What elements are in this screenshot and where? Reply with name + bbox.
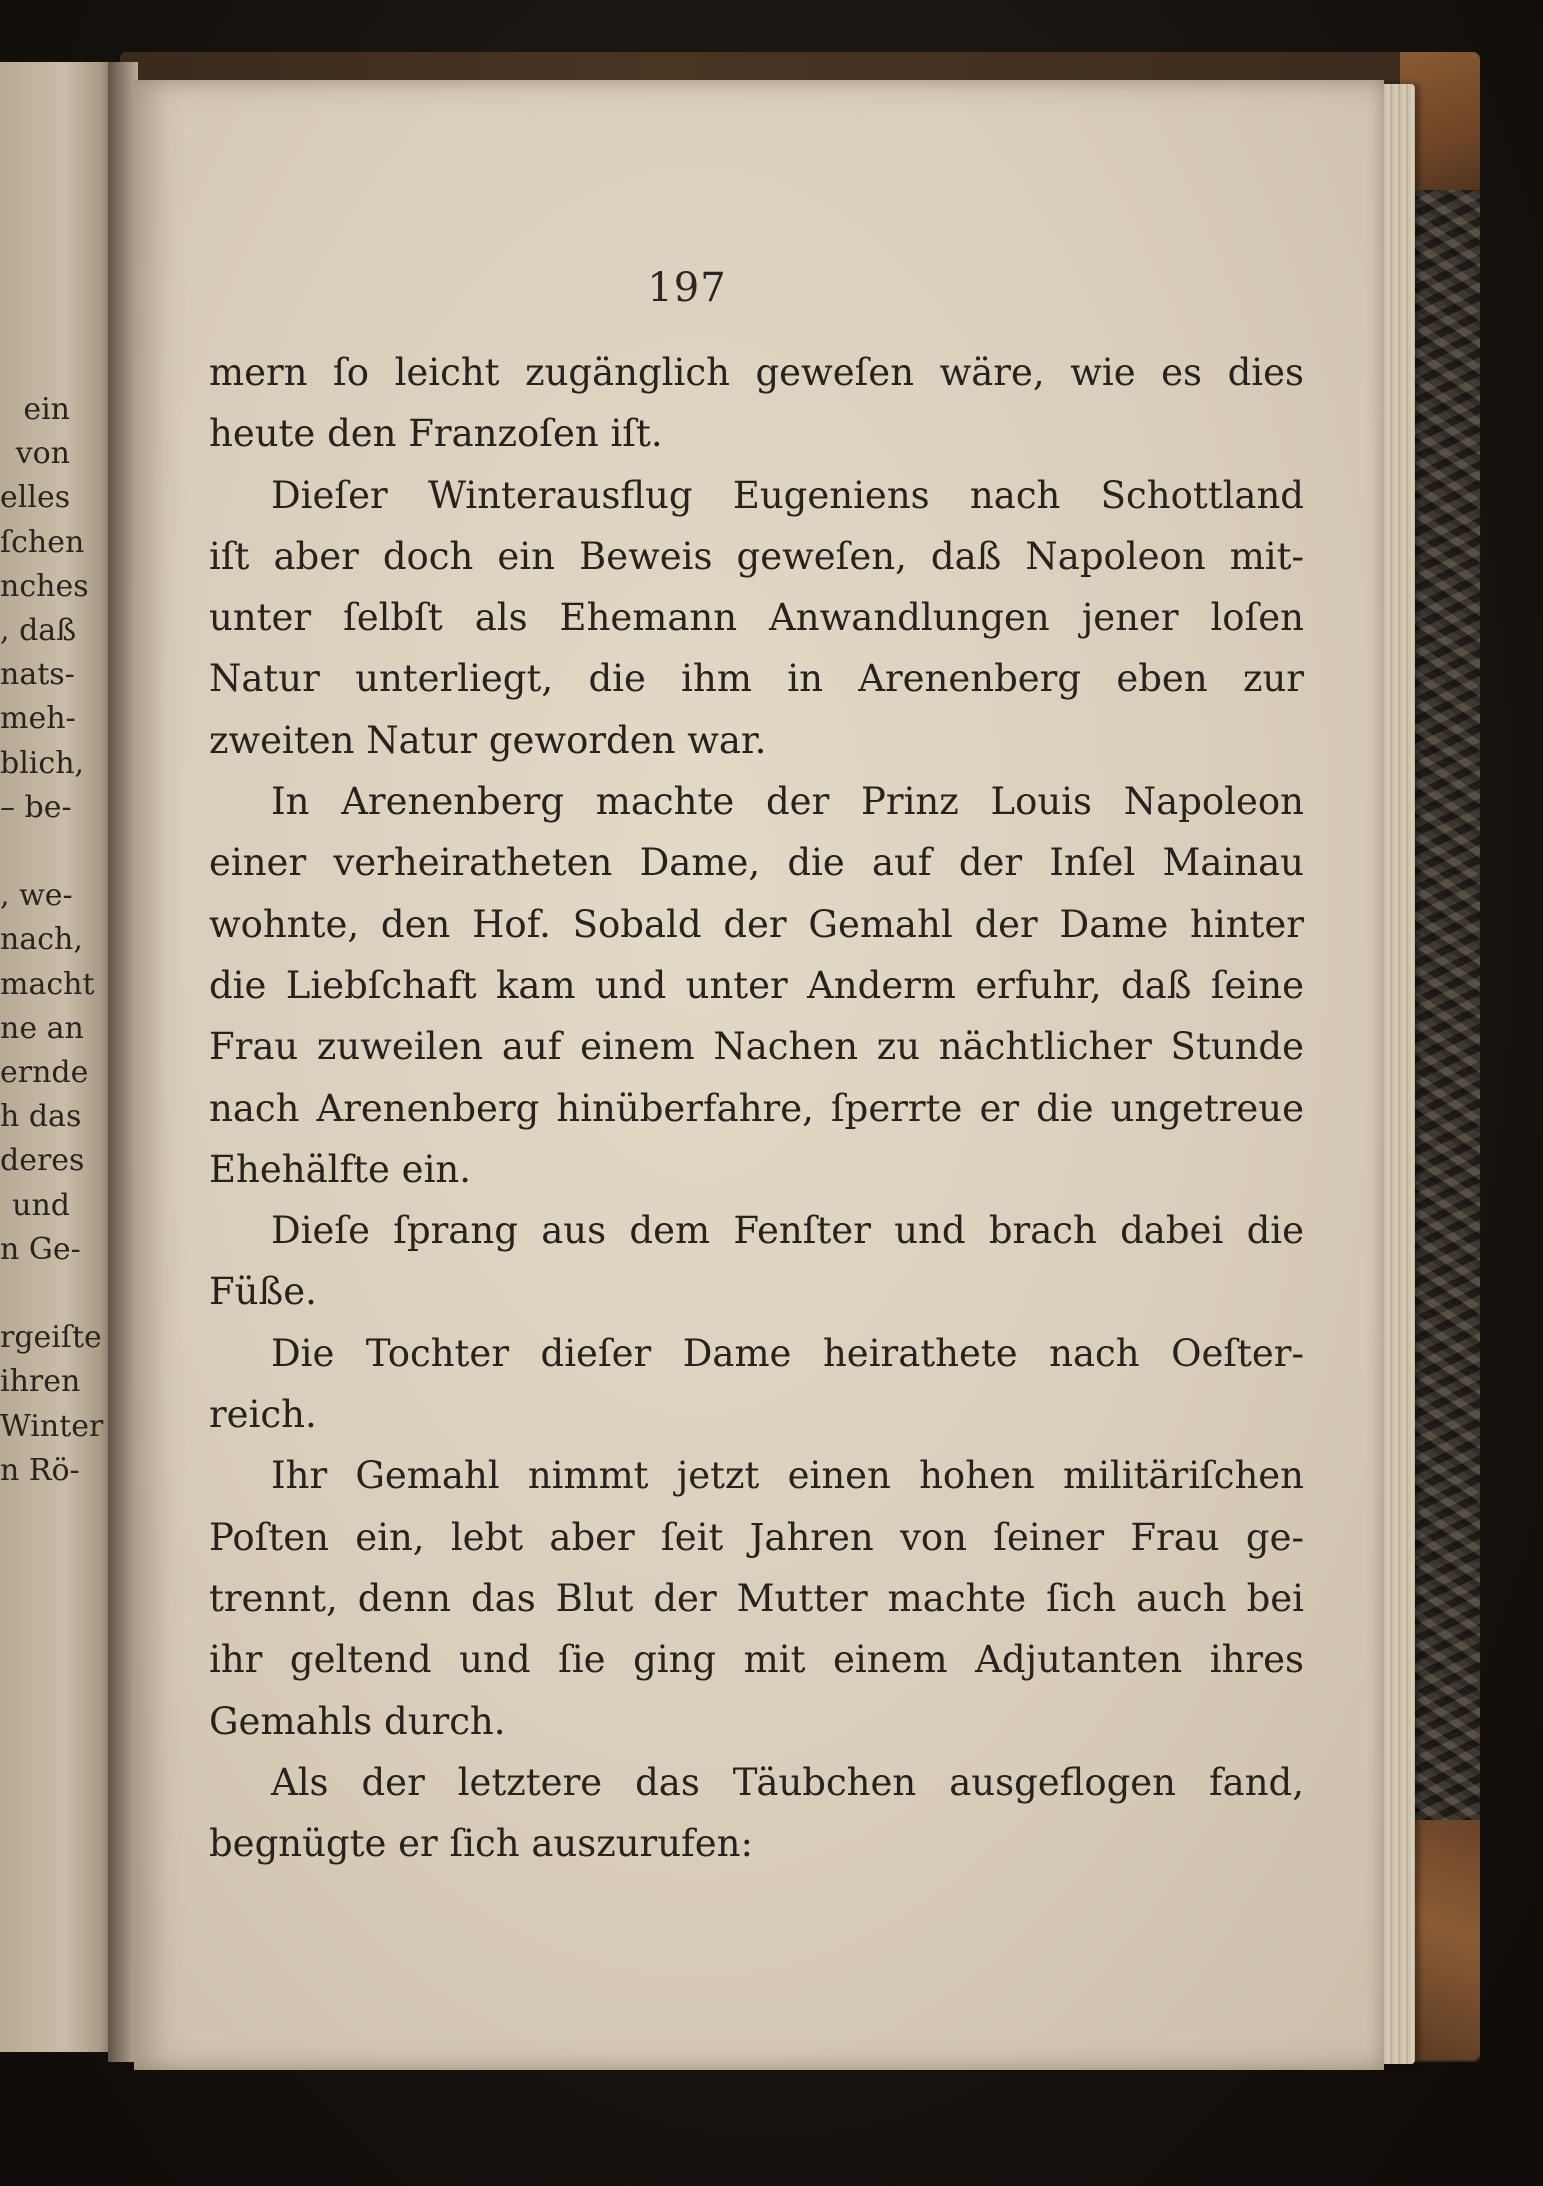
text-line: Dieſe ſprang aus dem Fenſter und brach dabei die xyxy=(271,1209,1304,1253)
text-line: Gemahls durch. xyxy=(209,1699,506,1743)
left-page-fragment: ein xyxy=(23,392,70,427)
left-page-fragment: Winter xyxy=(0,1408,104,1444)
right-page xyxy=(134,80,1384,2070)
text-line: Ihr Gemahl nimmt jetzt einen hohen militäriſchen xyxy=(271,1454,1304,1498)
text-line: iſt aber doch ein Beweis geweſen, daß Napoleon mit- xyxy=(209,534,1304,578)
left-page-fragment: – be- xyxy=(0,789,72,825)
text-line: wohnte, den Hof. Sobald der Gemahl der Dame hinter xyxy=(209,902,1304,946)
page-body-text xyxy=(209,342,1304,1874)
left-page-fragment: ihren xyxy=(0,1364,81,1400)
page-number: 197 xyxy=(647,265,727,311)
left-page-fragment: nats- xyxy=(0,657,75,693)
left-page-fragment: ſchen xyxy=(0,524,85,560)
text-line: Dieſer Winterausflug Eugeniens nach Schottland xyxy=(271,473,1304,517)
text-line: Als der letztere das Täubchen ausgeflogen fand, xyxy=(271,1760,1304,1804)
left-page-fragment: macht xyxy=(0,966,95,1002)
text-line: nach Arenenberg hinüberfahre, ſperrte er die ungetreue xyxy=(209,1086,1304,1130)
text-line: begnügte er ſich auszurufen: xyxy=(209,1822,753,1866)
text-line: In Arenenberg machte der Prinz Louis Napoleon xyxy=(271,780,1304,824)
left-page xyxy=(0,62,118,2052)
left-page-fragment: blich, xyxy=(0,745,85,781)
left-page-fragment: , daß xyxy=(0,613,77,648)
left-page-fragment: n Rö- xyxy=(0,1452,80,1488)
text-line: heute den Franzoſen iſt. xyxy=(209,412,663,456)
text-line: Ehehälfte ein. xyxy=(209,1147,471,1191)
text-line: reich. xyxy=(209,1393,317,1437)
text-line: zweiten Natur geworden war. xyxy=(209,718,767,762)
text-line: Frau zuweilen auf einem Nachen zu nächtlicher Stunde xyxy=(209,1025,1304,1069)
text-line: Füße. xyxy=(209,1270,317,1314)
left-page-fragment: elles xyxy=(0,480,71,516)
left-page-fragment: deres xyxy=(0,1143,85,1179)
left-page-fragment: rgeiſte xyxy=(0,1320,102,1356)
left-page-fragment: h das xyxy=(0,1099,82,1135)
left-page-fragment: von xyxy=(15,436,70,472)
text-line: einer verheiratheten Dame, die auf der Inſel Mainau xyxy=(209,841,1304,885)
left-page-fragment: nach, xyxy=(0,922,83,958)
text-line: Natur unterliegt, die ihm in Arenenberg eben zur xyxy=(209,657,1304,701)
text-line: Poſten ein, lebt aber ſeit Jahren von ſeiner Frau ge- xyxy=(209,1515,1304,1559)
text-line: Die Tochter dieſer Dame heirathete nach Oeſter- xyxy=(271,1331,1304,1375)
left-page-fragment: , we- xyxy=(0,878,73,914)
text-line: unter ſelbſt als Ehemann Anwandlungen jener loſen xyxy=(209,596,1304,640)
left-page-fragment: ne an xyxy=(0,1010,84,1046)
left-page-fragment: n Ge- xyxy=(0,1231,81,1267)
text-line: die Liebſchaft kam und unter Anderm erfuhr, daß ſeine xyxy=(209,963,1304,1007)
left-page-fragment: ernde xyxy=(0,1055,89,1090)
text-line: trennt, denn das Blut der Mutter machte ſich auch bei xyxy=(209,1576,1304,1620)
left-page-fragment: nches xyxy=(0,568,89,604)
left-page-fragment: und xyxy=(12,1187,70,1223)
text-line: ihr geltend und ſie ging mit einem Adjutanten ihres xyxy=(209,1638,1304,1682)
left-page-fragment: meh- xyxy=(0,701,76,737)
text-line: mern ſo leicht zugänglich geweſen wäre, wie es dies xyxy=(209,351,1304,394)
